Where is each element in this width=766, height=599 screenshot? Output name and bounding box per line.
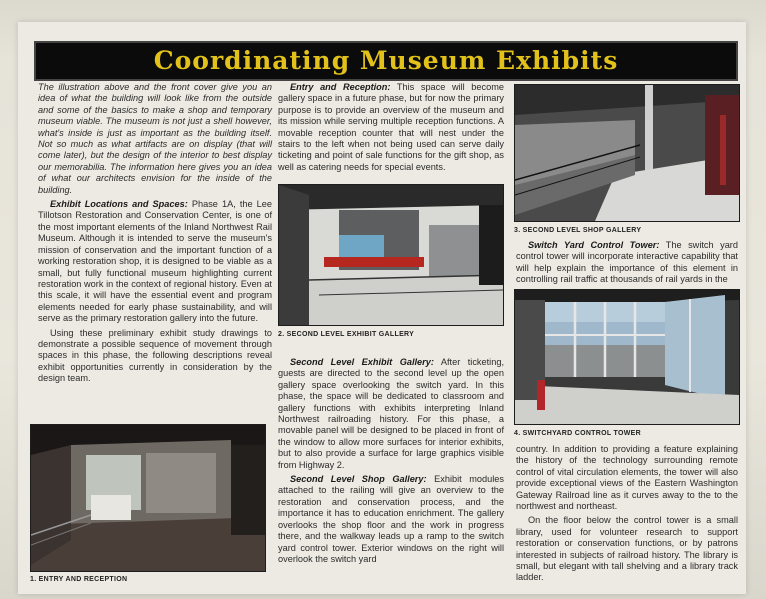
library-paragraph: On the floor below the control tower is a small library, used for volunteer research to support restoration or conservation functions, or by patrons interested in subjects of railroad history. The library is small, but elegant with tall shelving and a library track ladder. bbox=[516, 515, 738, 583]
caption-entry-reception: 1. ENTRY AND RECEPTION bbox=[30, 576, 128, 583]
entry-paragraph bbox=[278, 82, 504, 173]
shop-paragraph bbox=[278, 474, 504, 565]
entry-heading: Entry and Reception: bbox=[290, 82, 391, 92]
exhibit-gallery-photo bbox=[278, 184, 504, 326]
intro-paragraph: The illustration above and the front cover give you an idea of what the building will look like from the outside and some of the basics to make a shop and temporary museum viable. The museum is not just a shell however, what's inside is just as important as the building itself. Not so much as what artifacts are on display (that will come later), but the design of the interior to best display our memorabilia. The information here gives you an idea of what our architects envision for the inside of the building. bbox=[38, 82, 272, 195]
exhibit-body: Phase 1A, the Lee Tillotson Restoration and Conservation Center, is one of the most important elements of the Inland Northwest Rail Museum. Although it is intended to serve the museum's mission of conservation and the important function of a working restoration shop, it is designed to be viable as a small, but fully functional museum highlighting current restoration work in the context of regional history. Even at this scale, it will have the essential event and program elements needed for early phase sustainability, and will serve as the primary restoration gallery into the future. bbox=[38, 199, 272, 324]
switch-continued: country. In addition to providing a feature explaining the history of the technology surrounding remote control of vital circulation elements, the tower will also provide exceptional views of the Eastern Washington Gateway Railroad line as it curves away to the to the northwest and northeast. bbox=[516, 444, 738, 512]
title-banner bbox=[34, 41, 738, 81]
caption-shop-gallery: 3. SECOND LEVEL SHOP GALLERY bbox=[514, 227, 642, 234]
exhibit-heading: Exhibit Locations and Spaces: bbox=[50, 199, 188, 210]
gallery-paragraph bbox=[278, 357, 504, 471]
column-3-top-text bbox=[516, 240, 738, 289]
control-tower-render bbox=[515, 290, 739, 424]
shop-gallery-photo bbox=[514, 84, 740, 222]
gallery-body: After ticketing, guests are directed to the second level up the open gallery space overlooking the switch yard. In this phase, the space will be dedicated to classroom and gallery functions with exhibits interpreting Inland Northwest railroading history. For this phase, a movable panel will be designed to be placed in front of the window to allow more surfaces for interior exhibits, but to also provide a surface for large graphics visible from Highway 2. bbox=[278, 357, 504, 470]
entry-body: This space will become gallery space in a future phase, but for now the primary purpose is to provide an overview of the museum and its mission while serving multiple reception functions. A movable reception counter that will nest under the stairs to the left when not being used can serve daily ticketing and point of sale functions for the gift shop, as well as catering needs for special events. bbox=[278, 82, 504, 172]
entry-reception-photo bbox=[30, 424, 266, 572]
switch-paragraph bbox=[516, 240, 738, 286]
exhibit-gallery-render bbox=[279, 185, 503, 325]
shop-gallery-render bbox=[515, 85, 739, 221]
column-3-bottom-text bbox=[516, 444, 738, 587]
gallery-heading: Second Level Exhibit Gallery: bbox=[290, 357, 434, 367]
switch-body: The switch yard control tower will incorporate interactive capability that will help explain the importance of this element in controlling rail traffic at thousands of rail yards in the bbox=[516, 240, 738, 285]
column-2-bottom-text bbox=[278, 357, 504, 568]
entry-reception-render bbox=[31, 425, 265, 571]
page-title: Coordinating Museum Exhibits bbox=[153, 46, 619, 75]
shop-heading: Second Level Shop Gallery: bbox=[290, 474, 427, 485]
prelim-paragraph: Using these preliminary exhibit study drawings to demonstrate a possible sequence of movement through spaces in this phase, the following descriptions reveal exhibit opportunities currently in consideration by the design team. bbox=[38, 327, 272, 384]
control-tower-photo bbox=[514, 289, 740, 425]
switch-heading: Switch Yard Control Tower: bbox=[528, 240, 660, 250]
column-1-text bbox=[38, 82, 272, 388]
shop-body: Exhibit modules attached to the railing will give an overview to the restoration and conservation process, and the importance it has to education enrichment. The gallery overlooks the shop floor and the work in progress there, and the walkway leads up a ramp to the switch yard control tower. Exterior windows on the right will overlook the switch yard bbox=[278, 474, 505, 564]
column-2-top-text bbox=[278, 82, 504, 176]
caption-exhibit-gallery: 2. SECOND LEVEL EXHIBIT GALLERY bbox=[278, 331, 415, 338]
exhibit-paragraph bbox=[38, 199, 272, 324]
caption-control-tower: 4. SWITCHYARD CONTROL TOWER bbox=[514, 430, 641, 437]
